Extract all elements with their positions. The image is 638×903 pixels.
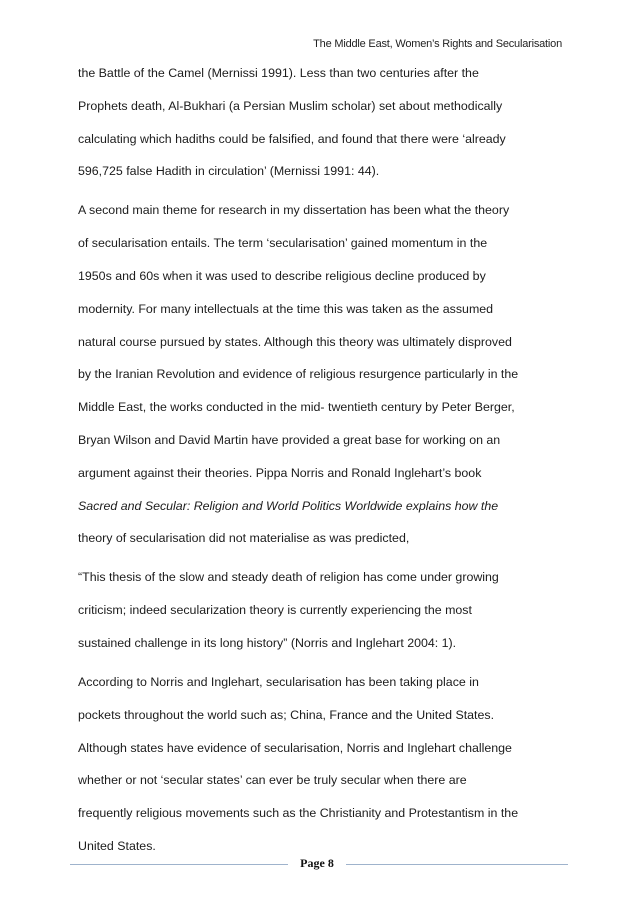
quote-line: criticism; indeed secularization theory is currently experiencing the most: [78, 603, 472, 618]
text-line: by the Iranian Revolution and evidence of religious resurgence particularly in the: [78, 367, 519, 382]
text-line: United States.: [78, 838, 156, 853]
text-line: pockets throughout the world such as; China, France and the United States.: [78, 707, 495, 722]
document-body: [78, 66, 578, 853]
text-line: A second main theme for research in my dissertation has been what the theory: [78, 203, 510, 218]
text-line: natural course pursued by states. Although this theory was ultimately disproved: [78, 334, 512, 349]
text-line: Middle East, the works conducted in the mid- twentieth century by Peter Berger,: [78, 400, 515, 415]
quote-line: sustained challenge in its long history” (Norris and Inglehart 2004: 1).: [78, 635, 457, 650]
book-title-line: Sacred and Secular: Religion and World Politics Worldwide explains how the: [78, 498, 499, 513]
text-line: According to Norris and Inglehart, secularisation has been taking place in: [78, 674, 479, 689]
quote-line: “This thesis of the slow and steady death of religion has come under growing: [78, 570, 499, 585]
text-line: frequently religious movements such as the Christianity and Protestantism in the: [78, 806, 519, 821]
text-line: modernity. For many intellectuals at the time this was taken as the assumed: [78, 301, 494, 316]
text-line: theory of secularisation did not materialise as was predicted,: [78, 531, 410, 546]
running-header: The Middle East, Women’s Rights and Secularisation: [313, 38, 562, 50]
text-line: calculating which hadiths could be falsified, and found that there were ‘already: [78, 131, 506, 146]
text-line: Prophets death, Al-Bukhari (a Persian Muslim scholar) set about methodically: [78, 98, 503, 113]
text-line: 596,725 false Hadith in circulation’ (Mernissi 1991: 44).: [78, 164, 380, 179]
text-line: whether or not ‘secular states’ can ever be truly secular when there are: [78, 773, 467, 788]
text-line: argument against their theories. Pippa Norris and Ronald Inglehart’s book: [78, 465, 482, 480]
footer-rule-left: [70, 864, 288, 865]
footer-rule-right: [346, 864, 568, 865]
text-line: 1950s and 60s when it was used to describe religious decline produced by: [78, 268, 486, 283]
page-footer: [70, 856, 568, 876]
text-line: Bryan Wilson and David Martin have provided a great base for working on an: [78, 432, 501, 447]
text-line: Although states have evidence of secularisation, Norris and Inglehart challenge: [78, 740, 512, 755]
text-line: the Battle of the Camel (Mernissi 1991). Less than two centuries after the: [78, 66, 479, 80]
page-number: Page 8: [300, 856, 334, 870]
text-line: of secularisation entails. The term ‘secularisation’ gained momentum in the: [78, 236, 488, 251]
